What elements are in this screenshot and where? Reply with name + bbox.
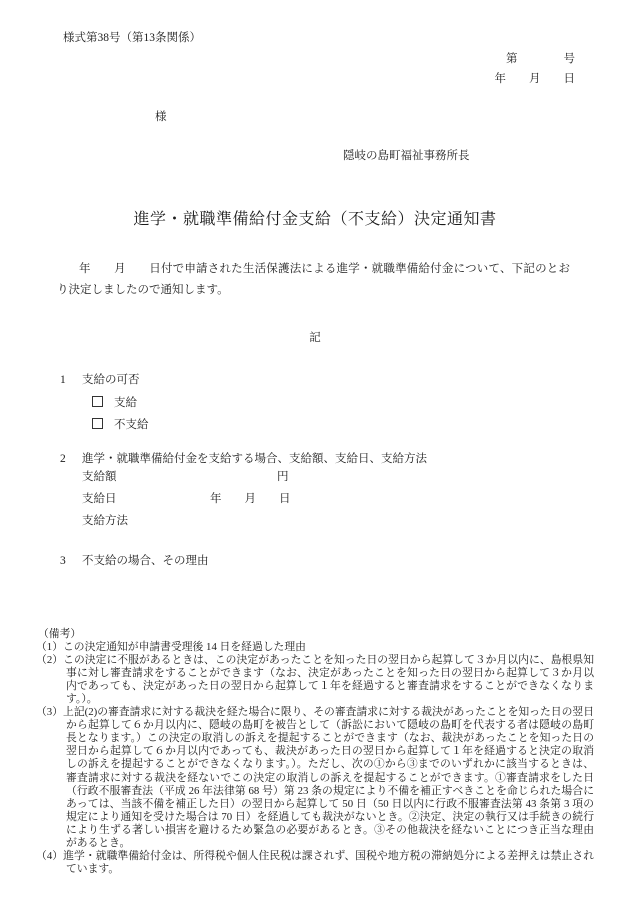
remark-4-label: （4）: [36, 849, 64, 862]
field-row-amount: [82, 470, 289, 485]
remark-item-1: [36, 641, 594, 654]
amount-unit-label: 円: [277, 471, 289, 483]
field-row-payment-method: [82, 514, 128, 529]
shikyu-checkbox[interactable]: [92, 396, 103, 407]
remark-3-label: （3）: [36, 706, 64, 719]
remark-2-label: （2）: [36, 654, 64, 667]
remark-3-text: 上記(2)の審査請求に対する裁決を経た場合に限り、その審査請求に対する裁決があったことを知った日の翌日から起算して６か月以内に、隠岐の島町を被告として（訴訟において隠岐の島町を代表する者は隠岐の島町長となります。）この決定の取消しの訴えを提起することができます（なお、裁決があったことを知った日の翌日から起算して６か月以内であっても、裁決があった日の翌日から起算して１年を経過すると決定の取消しの訴えを提起することができなくなります。）。ただし、次の①から③までのいずれかに該当するときは、審査請求に対する裁決を経ないでこの決定の取消しの訴えを提起することができます。①審査請求をした日（行政不服審査法（平成 26 年法律第 68 号）第 23 条の規定により不備を補正すべきことを命じられた場合にあっては、当該不備を補正した日）の翌日から起算して 50 日（50 日以内に行政不服審査法第 43 条第 3 項の規定により通知を受けた場合は 70 日）を経過しても裁決がないとき。②決定、決定の執行又は手続きの続行により生ずる著しい損害を避けるため緊急の必要があるとき。③その他裁決を経ないことにつき正当な理由があるとき。: [63, 706, 594, 849]
amount-field-label: 支給額: [82, 471, 117, 483]
section-1-heading: [60, 373, 140, 388]
remark-1-label: （1）: [36, 641, 63, 654]
option-row-shikyu: [92, 394, 137, 409]
remark-item-4: [36, 850, 594, 876]
section-1-number: 1: [60, 374, 66, 386]
section-1-heading-label: 支給の可否: [82, 374, 140, 386]
doc-number: 第 号: [506, 53, 575, 65]
section-3-number: 3: [60, 555, 66, 567]
section-3-heading: [60, 554, 209, 569]
option-row-fushikyu: [92, 416, 149, 431]
section-2-heading-label: 進学・就職準備給付金を支給する場合、支給額、支給日、支給方法: [82, 453, 427, 465]
form-number: 様式第38号（第13条関係）: [63, 32, 201, 44]
remarks-section: [36, 628, 594, 876]
field-row-payment-date: [82, 492, 291, 507]
fushikyu-checkbox-label: 不支給: [114, 418, 149, 431]
sender-title: 隠岐の島町福祉事務所長: [343, 150, 470, 162]
issue-date: 年 月 日: [494, 73, 575, 85]
remark-1-text: この決定通知が申請書受理後 14 日を経過した理由: [63, 641, 306, 654]
shikyu-checkbox-label: 支給: [114, 396, 137, 409]
payment-date-field-label: 支給日: [82, 493, 117, 505]
payment-date-blank: 年 月 日: [210, 493, 291, 505]
addressee-honorific: 様: [155, 111, 167, 123]
section-2-number: 2: [60, 453, 66, 465]
record-marker: 記: [309, 332, 321, 344]
intro-paragraph: 年 月 日付で申請された生活保護法による進学・就職準備給付金について、下記のとおり決定しましたので通知します。: [57, 263, 570, 296]
payment-method-field-label: 支給方法: [82, 515, 128, 527]
section-2-heading: [60, 452, 427, 467]
remark-item-3: [36, 706, 594, 850]
document-title: 進学・就職準備給付金支給（不支給）決定通知書: [133, 211, 497, 228]
remarks-heading: （備考）: [38, 628, 82, 640]
fushikyu-checkbox[interactable]: [92, 418, 103, 429]
section-3-heading-label: 不支給の場合、その理由: [82, 555, 209, 567]
remark-2-text: この決定に不服があるときは、この決定があったことを知った日の翌日から起算して３か月以内に、島根県知事に対し審査請求をすることができます（なお、決定があったことを知った日の翌日から起算して３か月以内であっても、決定があった日の翌日から起算して１年を経過すると審査請求をすることができなくなります。）。: [63, 654, 595, 706]
remark-4-text: 進学・就職準備給付金は、所得税や個人住民税は課されず、国税や地方税の滞納処分による差押えは禁止されています。: [63, 849, 594, 875]
remark-item-2: [36, 654, 594, 706]
